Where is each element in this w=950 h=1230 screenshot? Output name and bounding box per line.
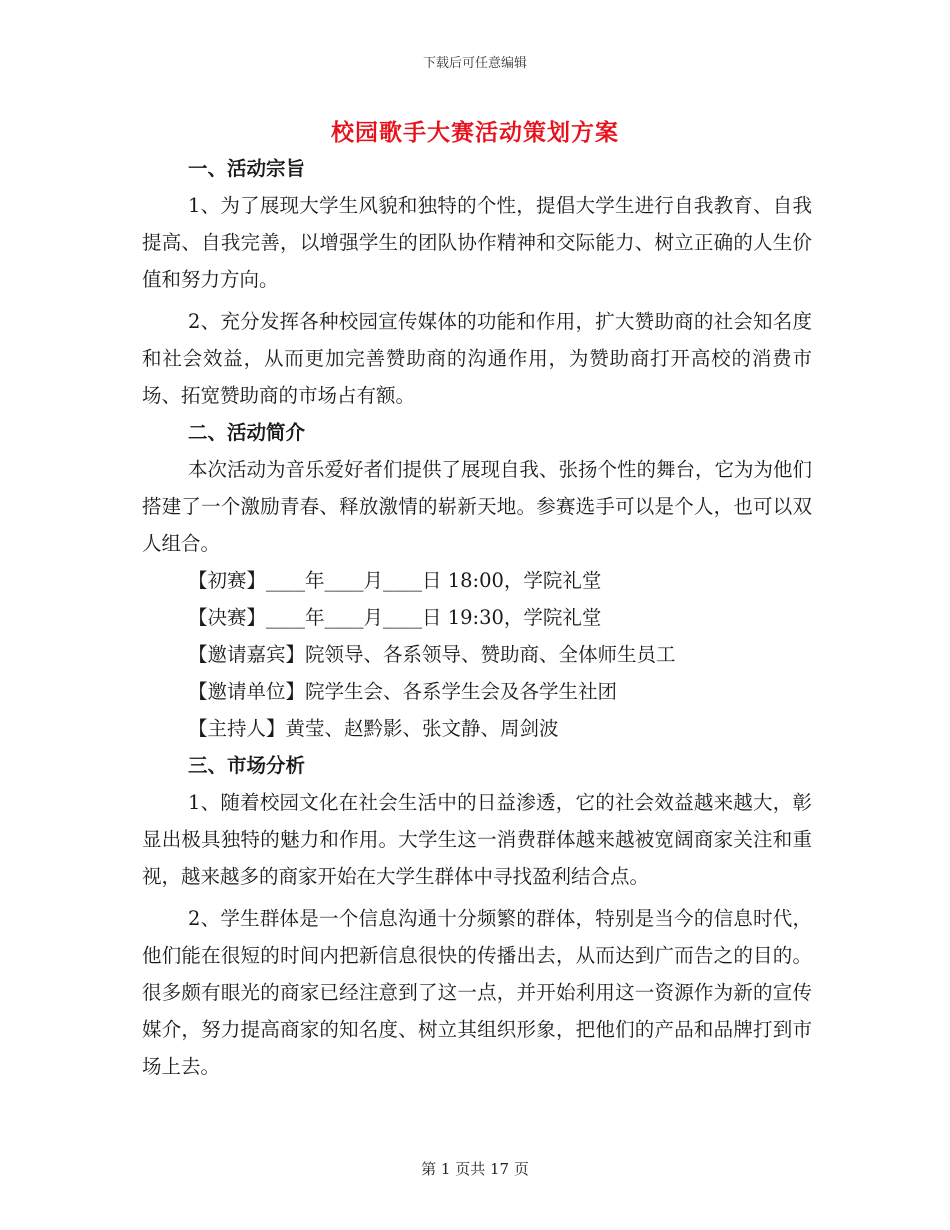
list-item-final: 【决赛】____年____月____日 19:30，学院礼堂 bbox=[188, 606, 602, 629]
section-heading-purpose: 一、活动宗旨 bbox=[188, 157, 306, 180]
paragraph: 1、为了展现大学生风貌和独特的个性，提倡大学生进行自我教育、自我提高、自我完善，以增强学生的团队协作精神和交际能力、树立正确的人生价值和努力方向。 bbox=[142, 194, 812, 291]
section-heading-market: 三、市场分析 bbox=[188, 754, 306, 777]
list-item-hosts: 【主持人】黄莹、赵黔影、张文静、周剑波 bbox=[188, 717, 559, 740]
section-heading-intro: 二、活动简介 bbox=[188, 421, 306, 444]
list-item-guests: 【邀请嘉宾】院领导、各系领导、赞助商、全体师生员工 bbox=[188, 643, 676, 666]
list-item-preliminary: 【初赛】____年____月____日 18:00，学院礼堂 bbox=[188, 569, 602, 592]
paragraph: 本次活动为音乐爱好者们提供了展现自我、张扬个性的舞台，它为为他们搭建了一个激励青春、释放激情的崭新天地。参赛选手可以是个人，也可以双人组合。 bbox=[142, 458, 813, 555]
list-item-units: 【邀请单位】院学生会、各系学生会及各学生社团 bbox=[188, 680, 618, 703]
document-title: 校园歌手大赛活动策划方案 bbox=[331, 119, 619, 146]
paragraph: 2、充分发挥各种校园宣传媒体的功能和作用，扩大赞助商的社会知名度和社会效益，从而更加完善赞助商的沟通作用，为赞助商打开高校的消费市场、拓宽赞助商的市场占有额。 bbox=[142, 310, 812, 407]
paragraph: 2、学生群体是一个信息沟通十分频繁的群体，特别是当今的信息时代，他们能在很短的时间内把新信息很快的传播出去，从而达到广而告之的目的。很多颇有眼光的商家已经注意到了这一点，并开始利用这一资源作为新的宣传媒介，努力提高商家的知名度、树立其组织形象，把他们的产品和品牌打到市场上去。 bbox=[142, 907, 812, 1078]
paragraph: 1、随着校园文化在社会生活中的日益渗透，它的社会效益越来越大，彰显出极具独特的魅力和作用。大学生这一消费群体越来越被宽阔商家关注和重视，越来越多的商家开始在大学生群体中寻找盈利结合点。 bbox=[142, 791, 812, 888]
document-body bbox=[142, 150, 812, 1085]
page-header: 下载后可任意编辑 bbox=[422, 56, 527, 71]
page-footer: 第 1 页共 17 页 bbox=[421, 1160, 529, 1178]
